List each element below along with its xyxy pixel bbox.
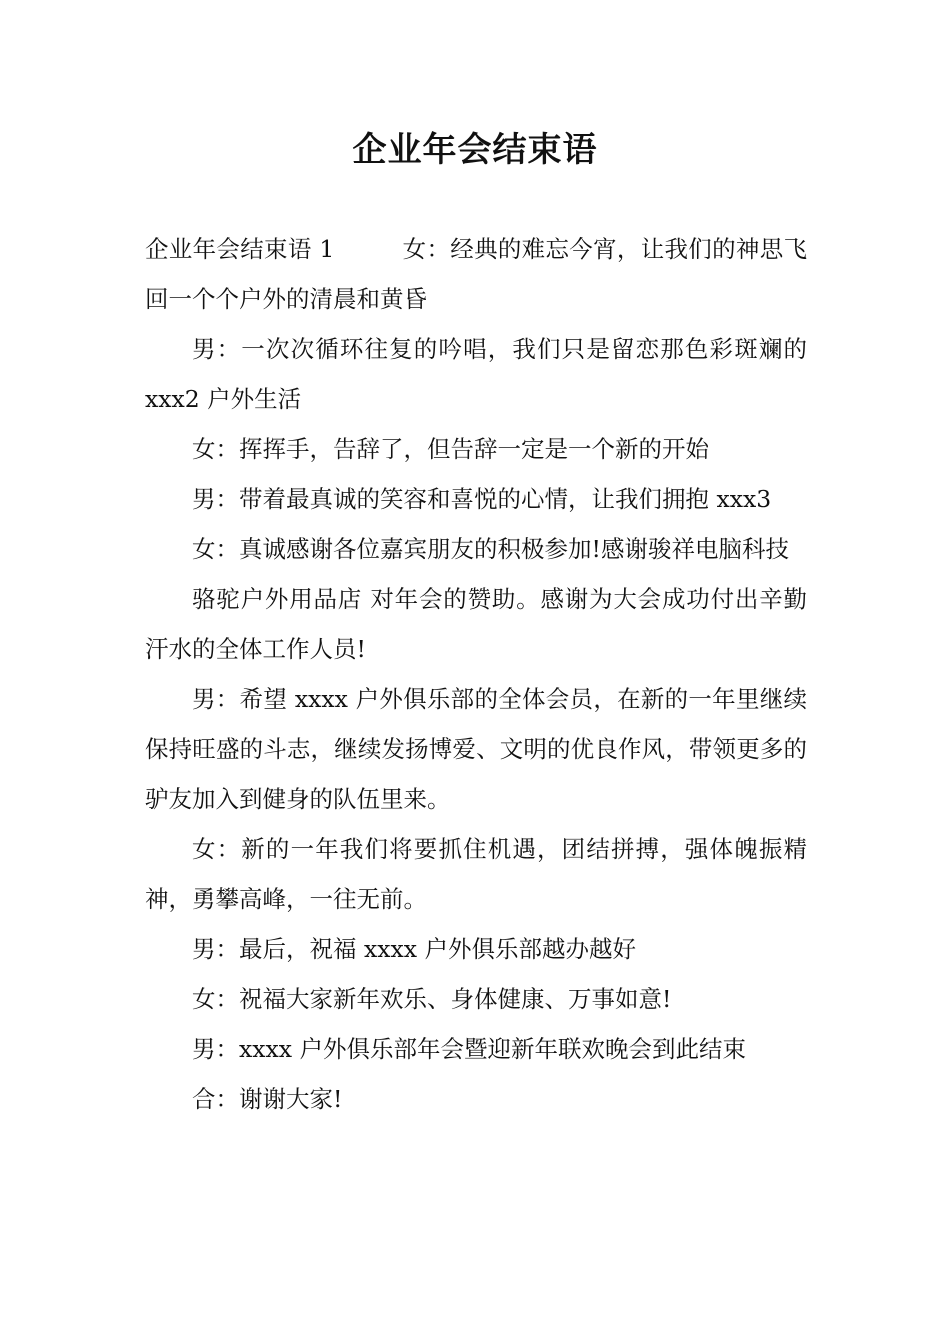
paragraph-9: 男：最后，祝福 xxxx 户外俱乐部越办越好 bbox=[192, 935, 636, 963]
paragraph-8: 女：新的一年我们将要抓住机遇，团结拼搏，强体魄振精神，勇攀高峰，一往无前。 bbox=[145, 835, 807, 913]
paragraph-7: 男：希望 xxxx 户外俱乐部的全体会员，在新的一年里继续保持旺盛的斗志，继续发扬博爱、文明的优良作风，带领更多的驴友加入到健身的队伍里来。 bbox=[145, 685, 807, 813]
paragraph-4: 男：带着最真诚的笑容和喜悦的心情，让我们拥抱 xxx3 bbox=[192, 485, 772, 513]
document-body bbox=[145, 224, 807, 1124]
paragraph-text: 女：经典的难忘今宵，让我们的神思飞回一个个户外的清晨和黄昏 bbox=[145, 235, 808, 313]
paragraph-12: 合：谢谢大家! bbox=[192, 1085, 343, 1113]
document-title: 企业年会结束语 bbox=[352, 130, 598, 170]
paragraph-10: 女：祝福大家新年欢乐、身体健康、万事如意! bbox=[192, 985, 672, 1013]
paragraph-11: 男：xxxx 户外俱乐部年会暨迎新年联欢晚会到此结束 bbox=[192, 1035, 746, 1063]
paragraph-1 bbox=[145, 224, 807, 324]
paragraph-2: 男：一次次循环往复的吟唱，我们只是留恋那色彩斑斓的 xxx2 户外生活 bbox=[145, 335, 807, 413]
paragraph-5: 女：真诚感谢各位嘉宾朋友的积极参加!感谢骏祥电脑科技 bbox=[192, 535, 789, 563]
section-heading: 企业年会结束语 1 bbox=[145, 235, 335, 263]
paragraph-3: 女：挥挥手，告辞了，但告辞一定是一个新的开始 bbox=[192, 435, 709, 463]
paragraph-6: 骆驼户外用品店 对年会的赞助。感谢为大会成功付出辛勤汗水的全体工作人员! bbox=[145, 585, 807, 663]
